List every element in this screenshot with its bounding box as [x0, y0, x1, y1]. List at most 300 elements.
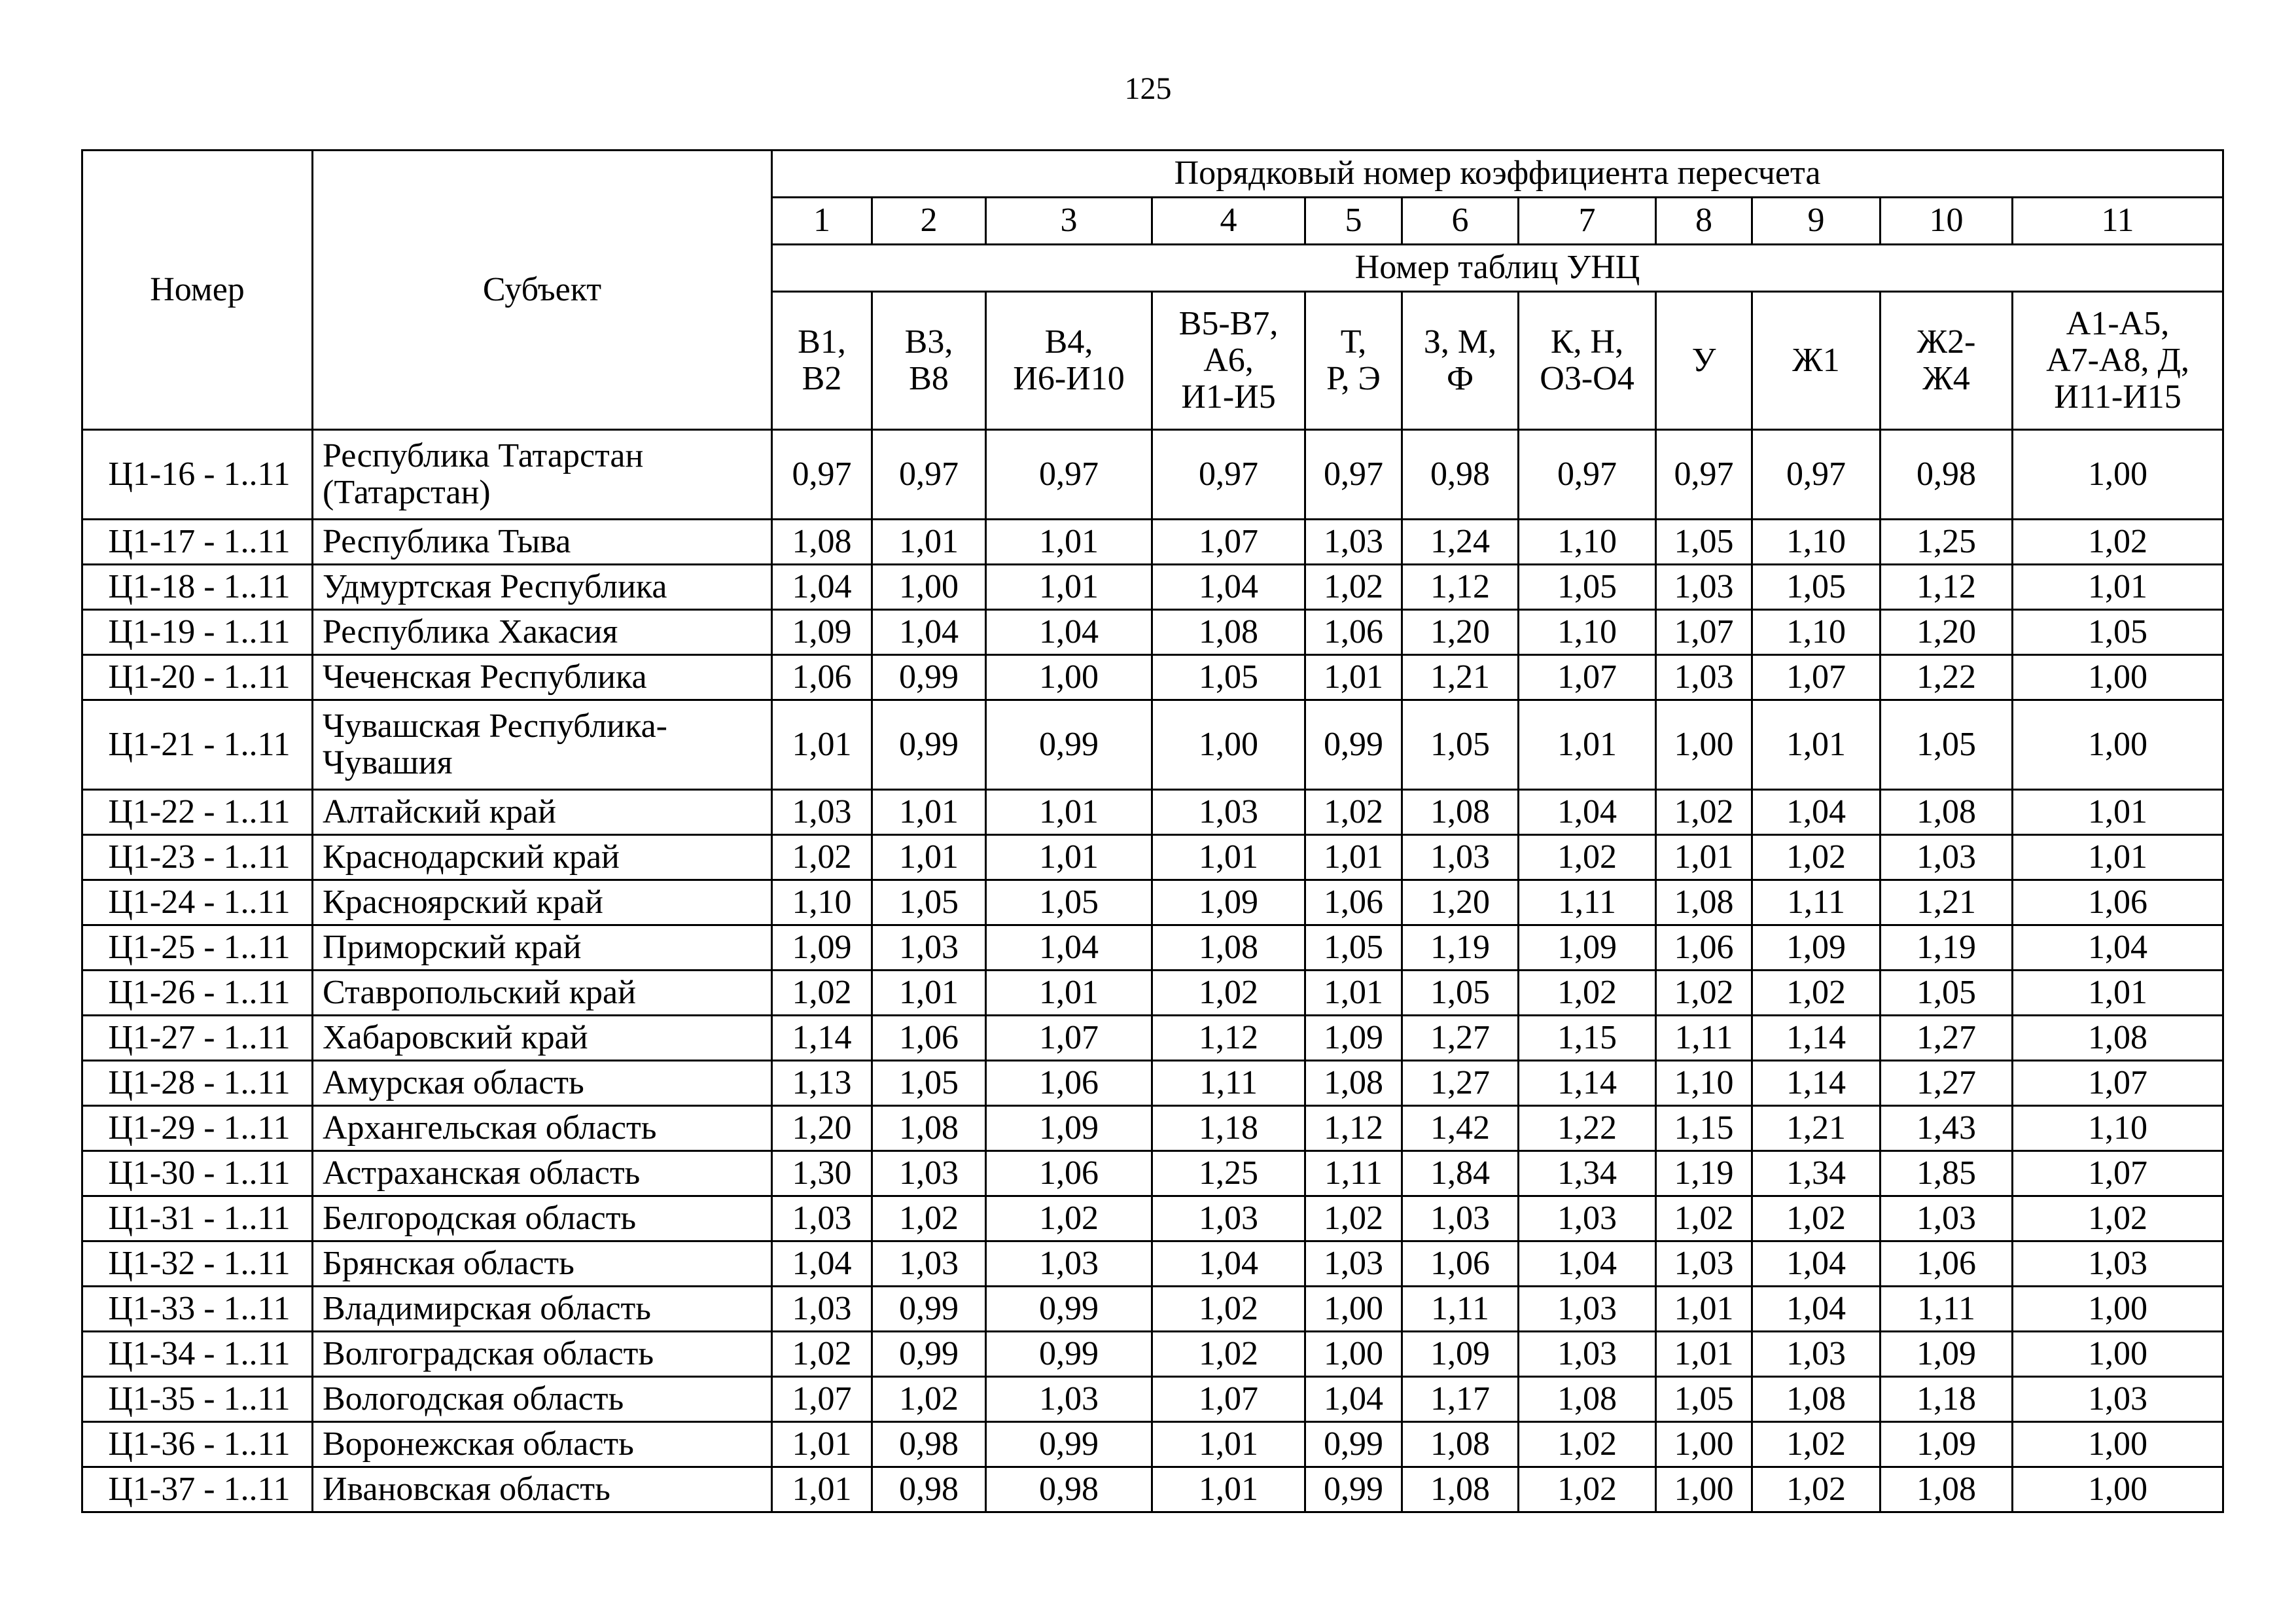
coefficient-cell: 0,99 [986, 700, 1152, 790]
coefficient-cell: 1,34 [1519, 1151, 1656, 1196]
coefficient-cell: 1,14 [1519, 1061, 1656, 1106]
coefficient-cell: 1,06 [986, 1151, 1152, 1196]
coefficient-cell: 1,03 [1152, 1196, 1305, 1241]
coefficient-cell: 1,01 [986, 971, 1152, 1016]
coefficient-cell: 0,97 [1656, 430, 1752, 520]
coefficient-cell: 1,10 [2013, 1106, 2223, 1151]
header-code-cell [872, 292, 986, 430]
coefficient-cell: 1,02 [1656, 790, 1752, 835]
coefficient-cell: 1,05 [1656, 1377, 1752, 1422]
coefficient-cell: 1,08 [1402, 1467, 1519, 1512]
coefficient-cell: 1,06 [1305, 880, 1402, 925]
coefficient-cell: 1,20 [1881, 610, 2013, 655]
coefficient-cell: 1,00 [1656, 1467, 1752, 1512]
coefficient-cell: 1,02 [1519, 1422, 1656, 1467]
coefficient-cell: 1,09 [1752, 925, 1881, 971]
table-row [82, 610, 2223, 655]
coefficient-cell: 1,03 [1152, 790, 1305, 835]
header-code-line: Ж1 [1792, 341, 1840, 379]
row-number-cell: Ц1-21 - 1..11 [82, 700, 313, 790]
coefficient-cell: 1,01 [1152, 835, 1305, 880]
coefficient-cell: 1,22 [1519, 1106, 1656, 1151]
table-row [82, 1467, 2223, 1512]
table-row [82, 1241, 2223, 1287]
row-number-cell: Ц1-32 - 1..11 [82, 1241, 313, 1287]
coefficient-cell: 1,03 [1656, 1241, 1752, 1287]
coefficient-cell: 1,10 [1752, 610, 1881, 655]
coefficient-cell: 1,06 [2013, 880, 2223, 925]
coefficient-cell: 1,04 [1152, 1241, 1305, 1287]
coefficient-cell: 1,34 [1752, 1151, 1881, 1196]
coefficient-cell: 1,02 [2013, 520, 2223, 565]
header-index-cell: 1 [772, 198, 872, 245]
header-code-line: Ж4 [1922, 360, 1970, 397]
coefficient-cell: 1,04 [1752, 790, 1881, 835]
coefficient-cell: 1,08 [1881, 1467, 2013, 1512]
coefficient-cell: 1,00 [2013, 700, 2223, 790]
coefficient-cell: 1,02 [1752, 1467, 1881, 1512]
coefficient-cell: 1,03 [1656, 565, 1752, 610]
coefficient-cell: 1,01 [986, 520, 1152, 565]
coefficient-cell: 1,01 [872, 835, 986, 880]
coefficient-cell: 1,00 [1656, 1422, 1752, 1467]
row-number-cell: Ц1-27 - 1..11 [82, 1016, 313, 1061]
coefficient-cell: 0,98 [986, 1467, 1152, 1512]
coefficient-cell: 0,98 [1402, 430, 1519, 520]
coefficient-cell: 1,09 [772, 925, 872, 971]
header-code-line: И11-И15 [2054, 378, 2181, 416]
coefficient-cell: 1,10 [1519, 520, 1656, 565]
coefficient-cell: 1,12 [1305, 1106, 1402, 1151]
header-code-line: В4, [1044, 323, 1093, 361]
coefficient-cell: 0,97 [1752, 430, 1881, 520]
coefficient-cell: 1,07 [1152, 520, 1305, 565]
coefficient-cell: 1,01 [872, 520, 986, 565]
coefficient-cell: 1,09 [772, 610, 872, 655]
coefficient-cell: 1,18 [1881, 1377, 2013, 1422]
coefficient-cell: 1,03 [1402, 1196, 1519, 1241]
header-subheader: Номер таблиц УНЦ [772, 245, 2223, 292]
coefficient-cell: 1,01 [1519, 700, 1656, 790]
row-subject-cell: Удмуртская Республика [313, 565, 772, 610]
coefficient-cell: 1,03 [986, 1377, 1152, 1422]
coefficient-cell: 1,21 [1881, 880, 2013, 925]
header-code-line: А1-А5, [2066, 304, 2170, 342]
coefficient-cell: 1,14 [1752, 1061, 1881, 1106]
coefficient-cell: 1,17 [1402, 1377, 1519, 1422]
coefficient-cell: 1,04 [772, 565, 872, 610]
header-index-cell: 7 [1519, 198, 1656, 245]
row-number-cell: Ц1-33 - 1..11 [82, 1287, 313, 1332]
coefficient-cell: 1,43 [1881, 1106, 2013, 1151]
row-subject-cell: Республика Тыва [313, 520, 772, 565]
coefficient-cell: 1,02 [1152, 1332, 1305, 1377]
coefficient-cell: 1,00 [986, 655, 1152, 700]
header-code-cell [1881, 292, 2013, 430]
coefficient-cell: 1,00 [1152, 700, 1305, 790]
table-row [82, 1377, 2223, 1422]
coefficient-cell: 1,02 [772, 1332, 872, 1377]
row-number-cell: Ц1-22 - 1..11 [82, 790, 313, 835]
coefficient-cell: 1,01 [1152, 1467, 1305, 1512]
table-row [82, 835, 2223, 880]
header-code-cell [1752, 292, 1881, 430]
coefficient-cell: 1,06 [772, 655, 872, 700]
coefficient-cell: 1,01 [986, 565, 1152, 610]
row-number-cell: Ц1-26 - 1..11 [82, 971, 313, 1016]
coefficient-cell: 0,99 [1305, 700, 1402, 790]
coefficient-cell: 1,02 [1752, 971, 1881, 1016]
coefficient-cell: 1,01 [772, 1422, 872, 1467]
coefficient-cell: 1,00 [2013, 430, 2223, 520]
coefficient-cell: 1,27 [1881, 1061, 2013, 1106]
coefficient-cell: 1,08 [872, 1106, 986, 1151]
row-subject-cell: Алтайский край [313, 790, 772, 835]
row-number-cell: Ц1-36 - 1..11 [82, 1422, 313, 1467]
coefficient-cell: 1,03 [872, 925, 986, 971]
coefficient-cell: 0,97 [772, 430, 872, 520]
header-code-cell [1305, 292, 1402, 430]
coefficient-cell: 1,08 [1519, 1377, 1656, 1422]
coefficient-cell: 1,08 [1152, 925, 1305, 971]
coefficient-cell: 1,05 [1881, 700, 2013, 790]
coefficient-cell: 1,03 [1752, 1332, 1881, 1377]
coefficient-cell: 1,03 [1881, 1196, 2013, 1241]
coefficient-cell: 1,02 [2013, 1196, 2223, 1241]
coefficient-cell: 1,01 [1305, 835, 1402, 880]
coefficient-cell: 1,06 [1881, 1241, 2013, 1287]
header-code-cell [1402, 292, 1519, 430]
table-row [82, 1422, 2223, 1467]
coefficient-cell: 1,07 [2013, 1061, 2223, 1106]
coefficient-cell: 1,21 [1402, 655, 1519, 700]
header-code-line: В5-В7, [1178, 304, 1279, 342]
coefficient-cell: 1,15 [1519, 1016, 1656, 1061]
header-index-cell: 8 [1656, 198, 1752, 245]
coefficient-cell: 1,00 [2013, 1467, 2223, 1512]
table-row [82, 971, 2223, 1016]
coefficient-cell: 1,02 [1752, 1196, 1881, 1241]
table-row [82, 880, 2223, 925]
table-header [82, 151, 2223, 430]
coefficient-cell: 1,19 [1402, 925, 1519, 971]
coefficient-cell: 1,04 [872, 610, 986, 655]
table-row [82, 1106, 2223, 1151]
row-subject-cell: Республика Хакасия [313, 610, 772, 655]
coefficient-cell: 1,02 [772, 971, 872, 1016]
coefficient-cell: 1,20 [772, 1106, 872, 1151]
coefficient-cell: 1,85 [1881, 1151, 2013, 1196]
row-subject-cell: Воронежская область [313, 1422, 772, 1467]
coefficient-cell: 1,12 [1881, 565, 2013, 610]
coefficient-cell: 1,05 [1519, 565, 1656, 610]
coefficient-cell: 0,97 [1305, 430, 1402, 520]
coefficient-cell: 1,04 [1519, 790, 1656, 835]
coefficient-cell: 1,02 [1305, 790, 1402, 835]
row-subject-cell: Брянская область [313, 1241, 772, 1287]
coefficient-cell: 1,10 [1656, 1061, 1752, 1106]
coefficient-cell: 1,01 [986, 835, 1152, 880]
header-code-cell [1519, 292, 1656, 430]
coefficient-cell: 1,01 [772, 700, 872, 790]
coefficient-cell: 1,13 [772, 1061, 872, 1106]
header-code-line: З, М, [1423, 323, 1497, 361]
coefficient-cell: 1,03 [772, 790, 872, 835]
coefficient-cell: 1,02 [872, 1377, 986, 1422]
coefficient-cell: 0,97 [986, 430, 1152, 520]
row-subject-cell: Ивановская область [313, 1467, 772, 1512]
coefficient-cell: 1,02 [1152, 971, 1305, 1016]
row-subject-cell: Волгоградская область [313, 1332, 772, 1377]
row-subject-cell: Архангельская область [313, 1106, 772, 1151]
coefficient-cell: 1,19 [1881, 925, 2013, 971]
coefficient-cell: 1,03 [1881, 835, 2013, 880]
coefficient-cell: 1,09 [1402, 1332, 1519, 1377]
coefficient-cell: 1,04 [1752, 1241, 1881, 1287]
coefficient-cell: 1,12 [1402, 565, 1519, 610]
coefficient-cell: 1,04 [1752, 1287, 1881, 1332]
coefficient-cell: 1,02 [1305, 1196, 1402, 1241]
coefficient-cell: 1,06 [1402, 1241, 1519, 1287]
coefficient-cell: 1,10 [1752, 520, 1881, 565]
header-index-cell: 3 [986, 198, 1152, 245]
coefficient-cell: 1,04 [986, 610, 1152, 655]
coefficient-cell: 1,09 [1519, 925, 1656, 971]
row-number-cell: Ц1-25 - 1..11 [82, 925, 313, 971]
table-row [82, 790, 2223, 835]
coefficient-cell: 1,01 [1656, 1332, 1752, 1377]
row-number-cell: Ц1-24 - 1..11 [82, 880, 313, 925]
coefficient-cell: 1,08 [1402, 1422, 1519, 1467]
coefficient-cell: 1,05 [1402, 971, 1519, 1016]
coefficient-cell: 0,99 [872, 700, 986, 790]
coefficient-cell: 1,03 [872, 1151, 986, 1196]
coefficient-cell: 1,04 [986, 925, 1152, 971]
coefficient-cell: 1,00 [2013, 1422, 2223, 1467]
coefficient-cell: 1,00 [2013, 1332, 2223, 1377]
coefficient-cell: 1,07 [1752, 655, 1881, 700]
header-index-cell: 9 [1752, 198, 1881, 245]
coefficient-cell: 1,02 [772, 835, 872, 880]
coefficient-cell: 1,08 [2013, 1016, 2223, 1061]
header-code-cell [1656, 292, 1752, 430]
row-subject-cell: Красноярский край [313, 880, 772, 925]
coefficient-cell: 1,04 [1519, 1241, 1656, 1287]
coefficient-cell: 1,01 [2013, 971, 2223, 1016]
coefficient-cell: 1,01 [1752, 700, 1881, 790]
row-number-cell: Ц1-30 - 1..11 [82, 1151, 313, 1196]
coefficient-cell: 1,27 [1402, 1016, 1519, 1061]
row-subject-cell: Чувашская Республика-Чувашия [313, 700, 772, 790]
coefficient-cell: 0,99 [986, 1287, 1152, 1332]
coefficient-cell: 1,03 [1519, 1196, 1656, 1241]
row-number-cell: Ц1-20 - 1..11 [82, 655, 313, 700]
coefficient-cell: 0,97 [1152, 430, 1305, 520]
coefficient-cell: 0,98 [872, 1422, 986, 1467]
coefficient-cell: 1,00 [1656, 700, 1752, 790]
coefficient-cell: 1,08 [1402, 790, 1519, 835]
coefficient-cell: 1,03 [1519, 1332, 1656, 1377]
coefficient-cell: 1,03 [986, 1241, 1152, 1287]
header-index-cell: 11 [2013, 198, 2223, 245]
header-code-line: А7-А8, Д, [2046, 341, 2189, 379]
header-index-cell: 6 [1402, 198, 1519, 245]
header-code-line: В8 [909, 360, 949, 397]
coefficient-cell: 1,11 [1656, 1016, 1752, 1061]
coefficient-cell: 0,99 [872, 655, 986, 700]
coefficient-cell: 1,12 [1152, 1016, 1305, 1061]
row-subject-cell: Астраханская область [313, 1151, 772, 1196]
coefficient-cell: 1,07 [1519, 655, 1656, 700]
coefficient-cell: 0,99 [872, 1332, 986, 1377]
coefficient-cell: 1,01 [986, 790, 1152, 835]
coefficient-cell: 1,05 [1752, 565, 1881, 610]
header-group-title: Порядковый номер коэффициента пересчета [772, 151, 2223, 198]
header-code-line: У [1691, 341, 1716, 379]
row-subject-cell: Республика Татарстан (Татарстан) [313, 430, 772, 520]
coefficient-cell: 1,08 [1881, 790, 2013, 835]
header-subject: Субъект [313, 151, 772, 430]
coefficient-cell: 1,21 [1752, 1106, 1881, 1151]
coefficient-cell: 1,27 [1881, 1016, 2013, 1061]
coefficient-cell: 1,02 [872, 1196, 986, 1241]
table-row [82, 1061, 2223, 1106]
coefficient-cell: 1,03 [1519, 1287, 1656, 1332]
coefficient-cell: 0,97 [1519, 430, 1656, 520]
header-code-line: И1-И5 [1181, 378, 1276, 416]
coefficient-cell: 1,01 [2013, 790, 2223, 835]
header-index-cell: 4 [1152, 198, 1305, 245]
coefficient-cell: 1,09 [1152, 880, 1305, 925]
coefficient-cell: 1,05 [1881, 971, 2013, 1016]
table-row [82, 1196, 2223, 1241]
row-number-cell: Ц1-19 - 1..11 [82, 610, 313, 655]
coefficient-cell: 1,05 [872, 880, 986, 925]
coefficient-cell: 1,05 [1305, 925, 1402, 971]
table-body [82, 430, 2223, 1512]
coefficient-cell: 1,42 [1402, 1106, 1519, 1151]
coefficient-table [81, 149, 2224, 1513]
coefficient-cell: 1,03 [872, 1241, 986, 1287]
table-row [82, 1332, 2223, 1377]
table-row [82, 700, 2223, 790]
coefficient-cell: 0,99 [1305, 1467, 1402, 1512]
coefficient-cell: 0,99 [1305, 1422, 1402, 1467]
coefficient-cell: 1,01 [2013, 565, 2223, 610]
row-subject-cell: Ставропольский край [313, 971, 772, 1016]
coefficient-cell: 1,25 [1152, 1151, 1305, 1196]
table-row [82, 1287, 2223, 1332]
row-subject-cell: Краснодарский край [313, 835, 772, 880]
coefficient-cell: 1,02 [1656, 1196, 1752, 1241]
row-subject-cell: Приморский край [313, 925, 772, 971]
coefficient-cell: 1,02 [1519, 835, 1656, 880]
table-row [82, 430, 2223, 520]
table-row [82, 1151, 2223, 1196]
header-code-line: Р, Э [1326, 360, 1381, 397]
coefficient-cell: 1,00 [2013, 1287, 2223, 1332]
coefficient-cell: 1,01 [1305, 655, 1402, 700]
header-code-cell [2013, 292, 2223, 430]
coefficient-cell: 1,11 [1152, 1061, 1305, 1106]
row-number-cell: Ц1-31 - 1..11 [82, 1196, 313, 1241]
row-subject-cell: Хабаровский край [313, 1016, 772, 1061]
coefficient-cell: 1,15 [1656, 1106, 1752, 1151]
table-row [82, 1016, 2223, 1061]
row-number-cell: Ц1-23 - 1..11 [82, 835, 313, 880]
header-code-line: К, Н, [1550, 323, 1624, 361]
coefficient-cell: 1,03 [1305, 1241, 1402, 1287]
coefficient-cell: 1,14 [772, 1016, 872, 1061]
row-number-cell: Ц1-17 - 1..11 [82, 520, 313, 565]
coefficient-cell: 1,08 [1656, 880, 1752, 925]
coefficient-cell: 0,98 [872, 1467, 986, 1512]
coefficient-cell: 1,11 [1305, 1151, 1402, 1196]
coefficient-cell: 0,99 [986, 1422, 1152, 1467]
coefficient-cell: 1,02 [1752, 835, 1881, 880]
coefficient-cell: 1,01 [1152, 1422, 1305, 1467]
header-code-line: Ф [1446, 360, 1474, 397]
coefficient-cell: 1,02 [1305, 565, 1402, 610]
coefficient-cell: 1,08 [772, 520, 872, 565]
row-number-cell: Ц1-29 - 1..11 [82, 1106, 313, 1151]
coefficient-cell: 0,99 [986, 1332, 1152, 1377]
coefficient-cell: 1,05 [1152, 655, 1305, 700]
header-index-cell: 2 [872, 198, 986, 245]
coefficient-cell: 1,01 [1656, 1287, 1752, 1332]
header-code-line: А6, [1203, 341, 1254, 379]
header-code-line: В1, [798, 323, 846, 361]
row-subject-cell: Чеченская Республика [313, 655, 772, 700]
header-code-line: О3-О4 [1540, 360, 1634, 397]
row-number-cell: Ц1-37 - 1..11 [82, 1467, 313, 1512]
header-code-line: И6-И10 [1013, 360, 1125, 397]
row-number-cell: Ц1-18 - 1..11 [82, 565, 313, 610]
table-row [82, 925, 2223, 971]
row-number-cell: Ц1-28 - 1..11 [82, 1061, 313, 1106]
coefficient-cell: 1,05 [2013, 610, 2223, 655]
coefficient-cell: 1,03 [772, 1196, 872, 1241]
header-code-line: В2 [802, 360, 842, 397]
coefficient-cell: 1,03 [2013, 1241, 2223, 1287]
coefficient-cell: 1,11 [1881, 1287, 2013, 1332]
coefficient-cell: 1,09 [986, 1106, 1152, 1151]
coefficient-cell: 1,14 [1752, 1016, 1881, 1061]
coefficient-cell: 1,04 [772, 1241, 872, 1287]
coefficient-cell: 1,02 [1656, 971, 1752, 1016]
coefficient-cell: 1,02 [1752, 1422, 1881, 1467]
header-code-cell [772, 292, 872, 430]
coefficient-cell: 1,11 [1519, 880, 1656, 925]
table-row [82, 565, 2223, 610]
coefficient-cell: 1,00 [2013, 655, 2223, 700]
coefficient-cell: 1,05 [872, 1061, 986, 1106]
coefficient-cell: 1,03 [1305, 520, 1402, 565]
coefficient-cell: 1,20 [1402, 880, 1519, 925]
coefficient-cell: 1,24 [1402, 520, 1519, 565]
coefficient-cell: 1,05 [986, 880, 1152, 925]
coefficient-cell: 1,06 [1656, 925, 1752, 971]
coefficient-cell: 1,08 [1752, 1377, 1881, 1422]
coefficient-cell: 1,01 [1656, 835, 1752, 880]
coefficient-cell: 1,02 [1152, 1287, 1305, 1332]
coefficient-cell: 0,97 [872, 430, 986, 520]
coefficient-cell: 1,27 [1402, 1061, 1519, 1106]
coefficient-cell: 1,07 [2013, 1151, 2223, 1196]
coefficient-cell: 1,03 [1402, 835, 1519, 880]
row-subject-cell: Амурская область [313, 1061, 772, 1106]
coefficient-cell: 1,09 [1881, 1422, 2013, 1467]
